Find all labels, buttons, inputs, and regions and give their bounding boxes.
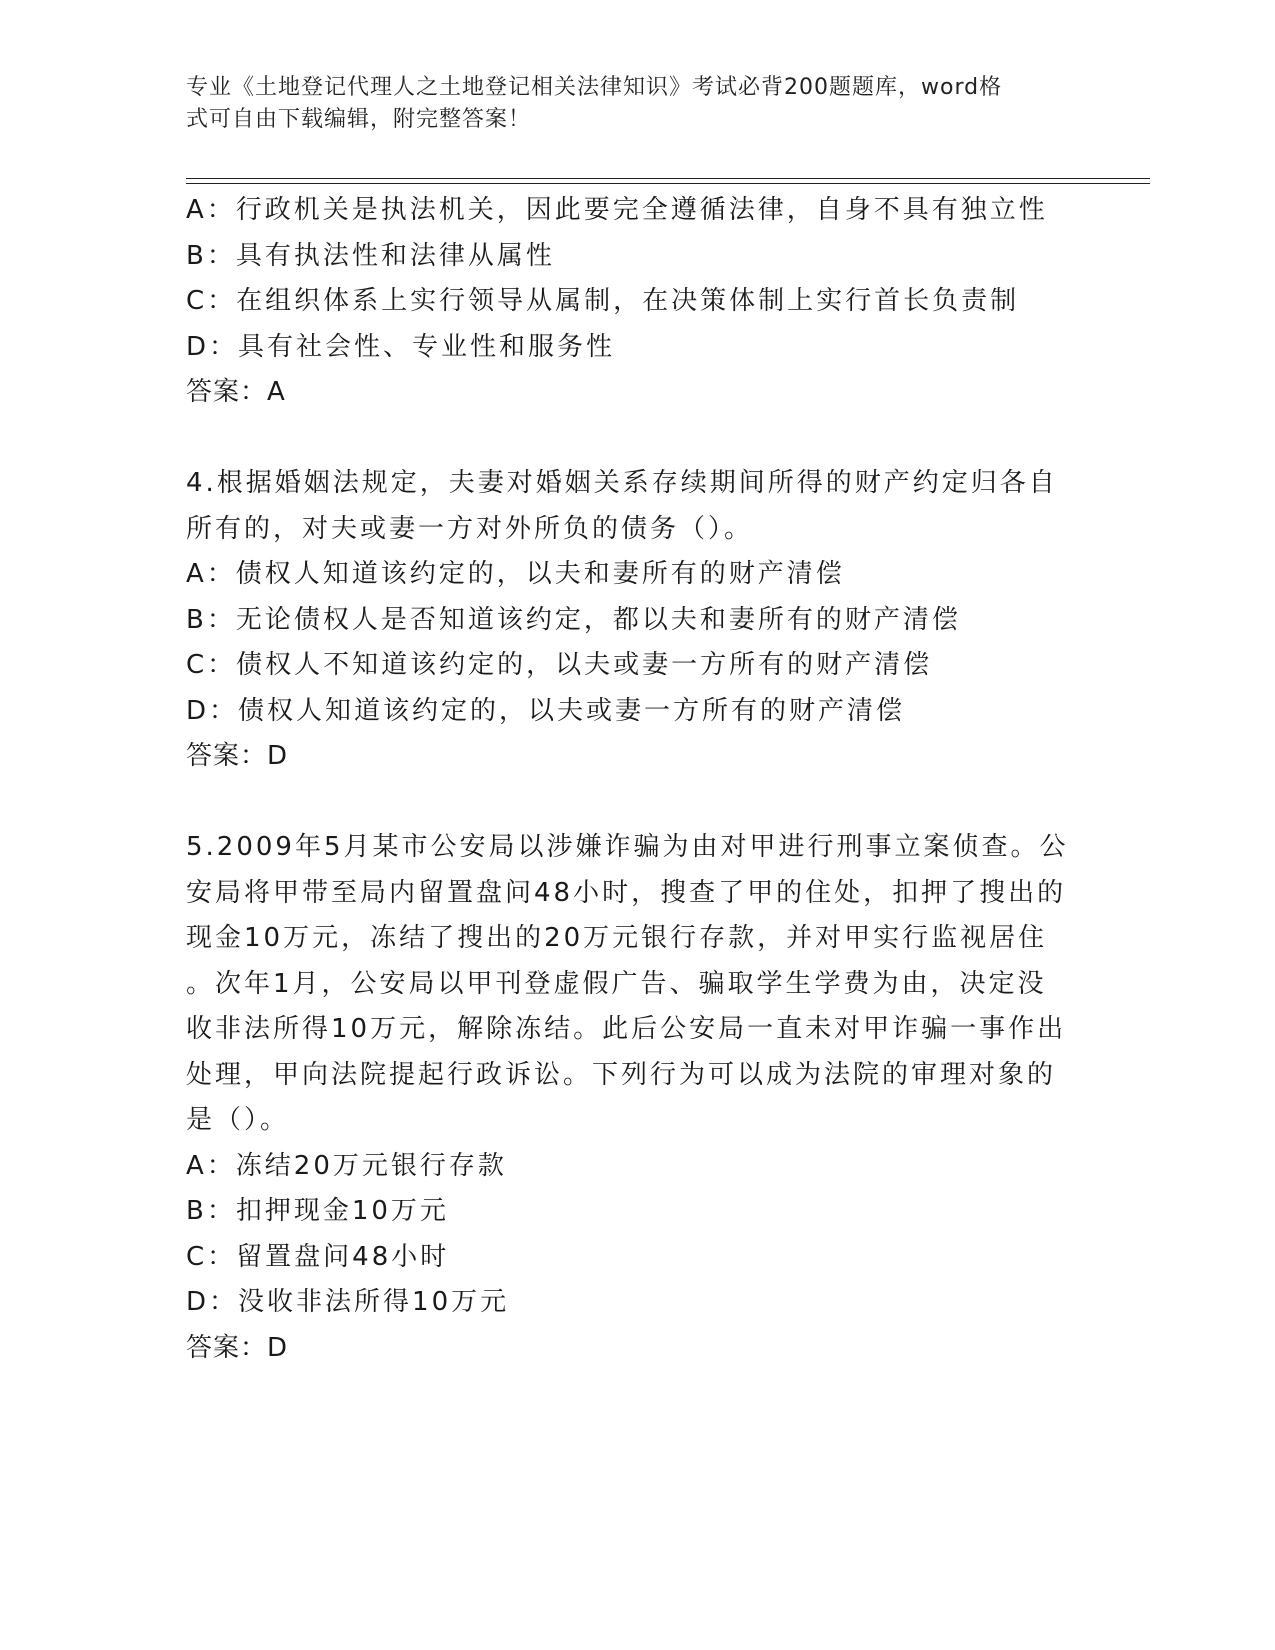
question-4 xyxy=(186,461,1086,780)
q4-option-b: B：无论债权人是否知道该约定，都以夫和妻所有的财产清偿 xyxy=(186,604,961,635)
header-divider-bottom xyxy=(186,183,1150,184)
header-title-line-1: 专业《土地登记代理人之土地登记相关法律知识》考试必背200题题库，word格 xyxy=(186,75,1003,100)
header-title-line-2: 式可自由下载编辑，附完整答案！ xyxy=(186,107,532,132)
q5-stem-line-6: 处理，甲向法院提起行政诉讼。下列行为可以成为法院的审理对象的 xyxy=(186,1059,1057,1090)
q4-option-a: A：债权人知道该约定的，以夫和妻所有的财产清偿 xyxy=(186,559,845,589)
q5-stem-line-5: 收非法所得10万元，解除冻结。此后公安局一直未对甲诈骗一事作出 xyxy=(186,1014,1067,1044)
q5-option-c: C：留置盘问48小时 xyxy=(186,1241,450,1272)
q5-stem-line-4: 。次年1月，公安局以甲刊登虚假广告、骗取学生学费为由，决定没 xyxy=(186,968,1047,999)
spacer xyxy=(186,780,1086,826)
q4-option-d: D：债权人知道该约定的，以夫或妻一方所有的财产清偿 xyxy=(186,695,906,726)
q5-option-a: A：冻结20万元银行存款 xyxy=(186,1150,507,1181)
q5-option-d: D：没收非法所得10万元 xyxy=(186,1287,510,1317)
q4-option-c: C：债权人不知道该约定的，以夫或妻一方所有的财产清偿 xyxy=(186,650,933,680)
q4-answer: 答案：D xyxy=(186,741,289,771)
q5-stem-line-1: 5.2009年5月某市公安局以涉嫌诈骗为由对甲进行刑事立案侦查。公 xyxy=(186,832,1069,862)
question-5 xyxy=(186,825,1086,1371)
spacer xyxy=(186,416,1086,462)
question-content xyxy=(186,188,1086,1371)
q4-stem-line-2: 所有的，对夫或妻一方对外所负的债务（）。 xyxy=(186,513,754,544)
document-header xyxy=(186,72,1066,136)
q5-stem-line-2: 安局将甲带至局内留置盘问48小时，搜查了甲的住处，扣押了搜出的 xyxy=(186,877,1067,908)
q3-option-c: C：在组织体系上实行领导从属制，在决策体制上实行首长负责制 xyxy=(186,286,1020,316)
q3-option-d: D：具有社会性、专业性和服务性 xyxy=(186,331,616,362)
question-3 xyxy=(186,188,1086,416)
q5-stem-line-7: 是（）。 xyxy=(186,1105,290,1135)
q4-stem-line-1: 4.根据婚姻法规定，夫妻对婚姻关系存续期间所得的财产约定归各自 xyxy=(186,468,1058,498)
q3-answer: 答案：A xyxy=(186,377,286,407)
q5-stem-line-3: 现金10万元，冻结了搜出的20万元银行存款，并对甲实行监视居住 xyxy=(186,923,1048,953)
q3-option-b: B：具有执法性和法律从属性 xyxy=(186,240,555,271)
q3-option-a: A：行政机关是执法机关，因此要完全遵循法律，自身不具有独立性 xyxy=(186,195,1048,225)
q5-answer: 答案：D xyxy=(186,1332,289,1363)
header-divider-top xyxy=(186,178,1150,179)
q5-option-b: B：扣押现金10万元 xyxy=(186,1196,449,1226)
